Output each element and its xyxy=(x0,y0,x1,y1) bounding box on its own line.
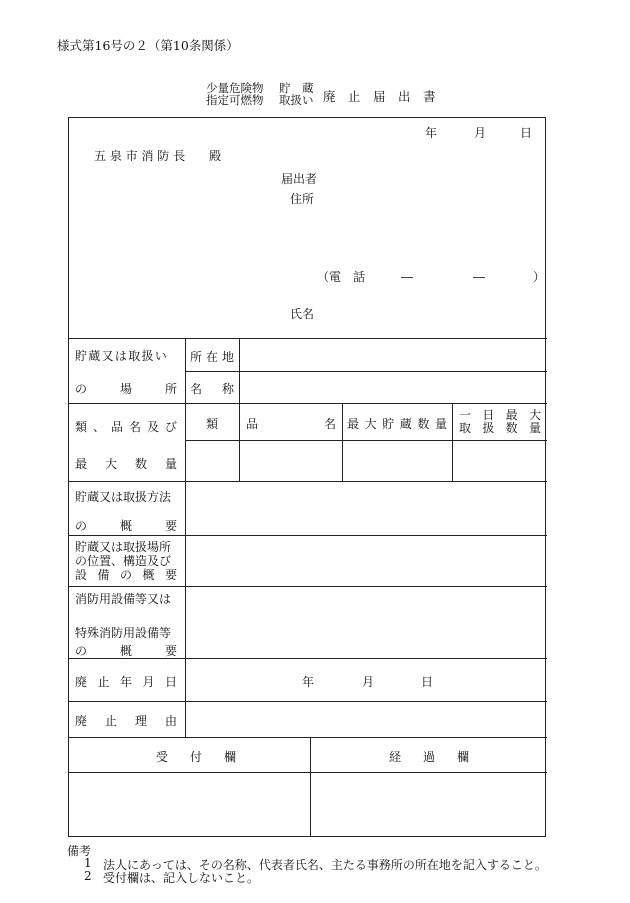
method-label-2: の 概 要 xyxy=(75,519,177,533)
abolish-year: 年 xyxy=(302,675,315,689)
line-h2 xyxy=(186,371,547,372)
line-h9 xyxy=(68,701,547,702)
col-daily-2: 取 扱 数 量 xyxy=(459,421,541,435)
line-v-item xyxy=(342,403,343,481)
form-frame xyxy=(68,117,546,837)
phone-line: （電 話 ― ― ） xyxy=(317,270,546,284)
note-2-text: 受付欄は、記入しないこと。 xyxy=(103,871,260,885)
facility-label-2: の位置、構造及び xyxy=(75,554,172,568)
abolish-day: 日 xyxy=(421,675,434,689)
line-v-sub xyxy=(239,338,240,481)
date-year: 年 xyxy=(425,126,438,140)
title-stack-bottom: 指定可燃物 xyxy=(206,93,264,107)
line-v-label xyxy=(185,338,186,737)
note-2-num: 2 xyxy=(84,869,92,883)
line-h4 xyxy=(186,440,547,441)
abolish-date-label: 廃 止 年 月 日 xyxy=(75,675,177,689)
line-v-reception xyxy=(310,737,311,837)
col-item: 品 名 xyxy=(246,417,336,431)
abolish-reason-label: 廃 止 理 由 xyxy=(75,714,177,728)
line-h1 xyxy=(68,338,547,339)
col-max-storage: 最 大 貯 蔵 数 量 xyxy=(347,417,447,431)
date-month: 月 xyxy=(474,126,487,140)
col-kind: 類 xyxy=(206,417,219,431)
line-h10 xyxy=(68,737,547,738)
place-label-2: の 場 所 xyxy=(75,382,177,396)
notes-heading: 備考 xyxy=(67,844,92,858)
name-label: 氏名 xyxy=(290,307,315,321)
line-h6 xyxy=(68,535,547,536)
kind-label-1: 類 、 品 名 及 び xyxy=(75,420,177,434)
addressee: 五 泉 市 消 防 長 殿 xyxy=(94,149,222,163)
note-1-text: 法人にあっては、その名称、代表者氏名、主たる事務所の所在地を記入すること。 xyxy=(103,858,547,872)
title-suffix: 廃 止 届 出 書 xyxy=(323,89,436,104)
facility-label-3: 設 備 の 概 要 xyxy=(75,568,177,582)
line-h11 xyxy=(68,772,547,773)
fire-label-2: 特殊消防用設備等 xyxy=(75,626,172,640)
location-label: 所 在 地 xyxy=(190,350,234,364)
method-label-1: 貯蔵又は取扱方法 xyxy=(75,490,172,504)
date-day: 日 xyxy=(520,126,533,140)
line-h7 xyxy=(68,586,547,587)
line-h3 xyxy=(68,403,547,404)
title-action-top: 貯 蔵 xyxy=(279,81,314,95)
form-id: 様式第16号の２（第10条関係） xyxy=(57,38,239,53)
place-label-1: 貯蔵又は取扱い xyxy=(75,349,169,363)
line-v-max xyxy=(452,403,453,481)
facility-label-1: 貯蔵又は取扱場所 xyxy=(75,540,172,554)
kind-label-2: 最 大 数 量 xyxy=(75,457,177,471)
note-1-num: 1 xyxy=(84,856,92,870)
title-stack-top: 少量危険物 xyxy=(206,81,264,95)
applicant-label: 届出者 xyxy=(281,172,318,186)
fire-label-1: 消防用設備等又は xyxy=(75,592,172,606)
reception-label: 受 付 欄 xyxy=(156,750,236,764)
line-h5 xyxy=(68,481,547,482)
title-action-bottom: 取扱い xyxy=(279,93,314,107)
abolish-month: 月 xyxy=(362,675,375,689)
fire-label-3: の 概 要 xyxy=(75,644,177,658)
facility-name-label: 名 称 xyxy=(190,382,234,396)
address-label: 住所 xyxy=(290,192,315,206)
progress-label: 経 過 欄 xyxy=(389,750,469,764)
col-daily-1: 一 日 最 大 xyxy=(459,408,541,422)
